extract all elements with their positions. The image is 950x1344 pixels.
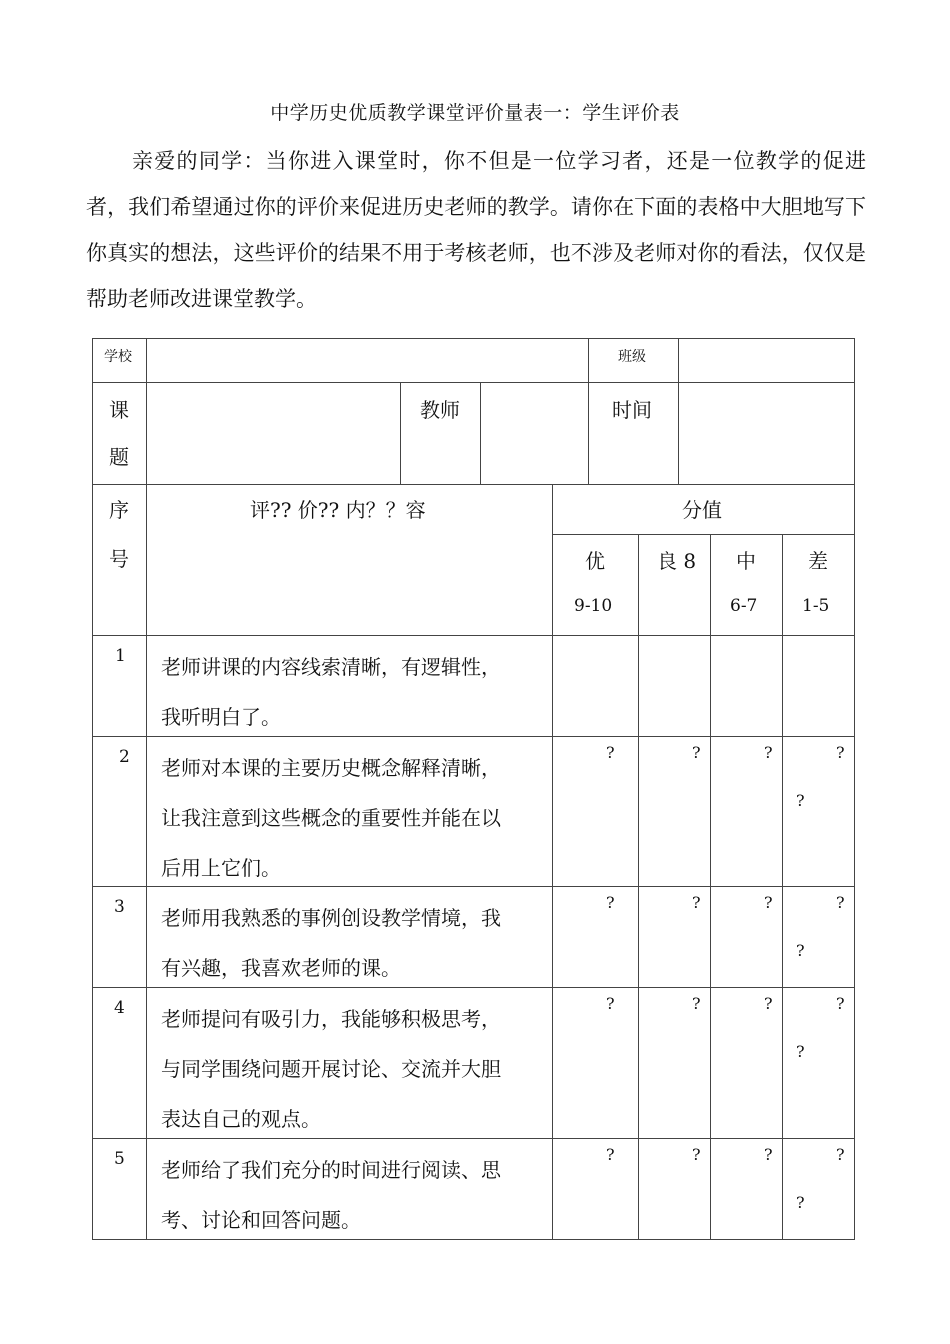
item-text-line: 老师用我熟悉的事例创设教学情境，我 (161, 906, 501, 930)
item-number: 1 (115, 646, 126, 666)
item-text-line: 与同学围绕问题开展讨论、交流并大胆 (161, 1057, 501, 1081)
teacher-label: 教师 (420, 398, 460, 422)
content-header: 评?? 价?? 内？？容 (250, 498, 426, 522)
item-text-line: 我听明白了。 (161, 705, 281, 729)
score-mark-second: ? (796, 1042, 805, 1061)
score-mark-second: ? (796, 791, 805, 810)
score-mark: ? (764, 893, 773, 912)
table-line (146, 338, 147, 1240)
score-mark: ? (606, 893, 615, 912)
table-line (678, 382, 679, 485)
grade-poor-range: 1-5 (802, 596, 830, 616)
table-line (588, 338, 589, 383)
item-text-line: 有兴趣，我喜欢老师的课。 (161, 956, 401, 980)
score-mark: ? (606, 994, 615, 1013)
grade-poor: 差 (808, 549, 828, 573)
table-line (710, 534, 711, 1240)
score-mark: ? (606, 1145, 615, 1164)
item-text-line: 后用上它们。 (161, 856, 281, 880)
score-mark: ? (764, 1145, 773, 1164)
score-mark: ? (836, 994, 845, 1013)
table-line (92, 338, 855, 339)
table-line (638, 534, 639, 1240)
intro-paragraph: 亲爱的同学：当你进入课堂时，你不但是一位学习者，还是一位教学的促进者，我们希望通过你的评价来促进历史老师的教学。请你在下面的表格中大胆地写下你真实的想法，这些评价的结果不用于考核老师，也不涉及老师对你的看法，仅仅是帮助老师改进课堂教学。 (86, 149, 866, 311)
item-text-line: 老师给了我们充分的时间进行阅读、思 (161, 1158, 501, 1182)
item-number: 5 (114, 1149, 125, 1169)
time-label: 时间 (612, 398, 652, 422)
table-line (92, 338, 93, 1240)
item-text-line: 老师对本课的主要历史概念解释清晰， (161, 756, 501, 780)
grade-good: 良 8 (657, 549, 697, 573)
table-line (92, 484, 855, 485)
grade-average-range: 6-7 (730, 596, 758, 616)
item-text-line: 考、讨论和回答问题。 (161, 1208, 361, 1232)
item-number: 4 (114, 998, 125, 1018)
table-line (678, 338, 679, 383)
page-title: 中学历史优质教学课堂评价量表一：学生评价表 (270, 102, 680, 124)
school-label: 学校 (104, 349, 132, 365)
score-mark: ? (764, 743, 773, 762)
grade-average: 中 (736, 549, 756, 573)
topic-label-2: 题 (109, 445, 129, 469)
table-line (552, 534, 855, 535)
grade-excellent-range: 9-10 (574, 596, 613, 616)
score-mark: ? (692, 743, 701, 762)
table-line (782, 534, 783, 1240)
item-number: 2 (119, 747, 130, 767)
score-mark: ? (836, 743, 845, 762)
table-line (552, 484, 553, 1240)
table-line (92, 635, 855, 636)
item-text-line: 老师讲课的内容线索清晰，有逻辑性， (161, 655, 501, 679)
table-line (854, 338, 855, 1240)
seq-label-2: 号 (109, 547, 129, 571)
score-mark-second: ? (796, 941, 805, 960)
item-text-line: 表达自己的观点。 (161, 1107, 321, 1131)
table-line (400, 382, 401, 485)
score-mark: ? (764, 994, 773, 1013)
score-mark: ? (692, 1145, 701, 1164)
item-number: 3 (114, 897, 125, 917)
score-mark: ? (836, 893, 845, 912)
score-mark: ? (606, 743, 615, 762)
score-mark: ? (692, 994, 701, 1013)
grade-excellent: 优 (585, 549, 605, 573)
seq-label-1: 序 (109, 498, 129, 522)
item-text-line: 老师提问有吸引力，我能够积极思考， (161, 1007, 501, 1031)
score-mark: ? (692, 893, 701, 912)
topic-label-1: 课 (109, 398, 129, 422)
table-line (588, 382, 589, 485)
score-header: 分值 (682, 498, 722, 522)
table-line (92, 382, 855, 383)
score-mark: ? (836, 1145, 845, 1164)
score-mark-second: ? (796, 1193, 805, 1212)
class-label: 班级 (618, 349, 646, 365)
table-line (480, 382, 481, 485)
item-text-line: 让我注意到这些概念的重要性并能在以 (161, 806, 501, 830)
